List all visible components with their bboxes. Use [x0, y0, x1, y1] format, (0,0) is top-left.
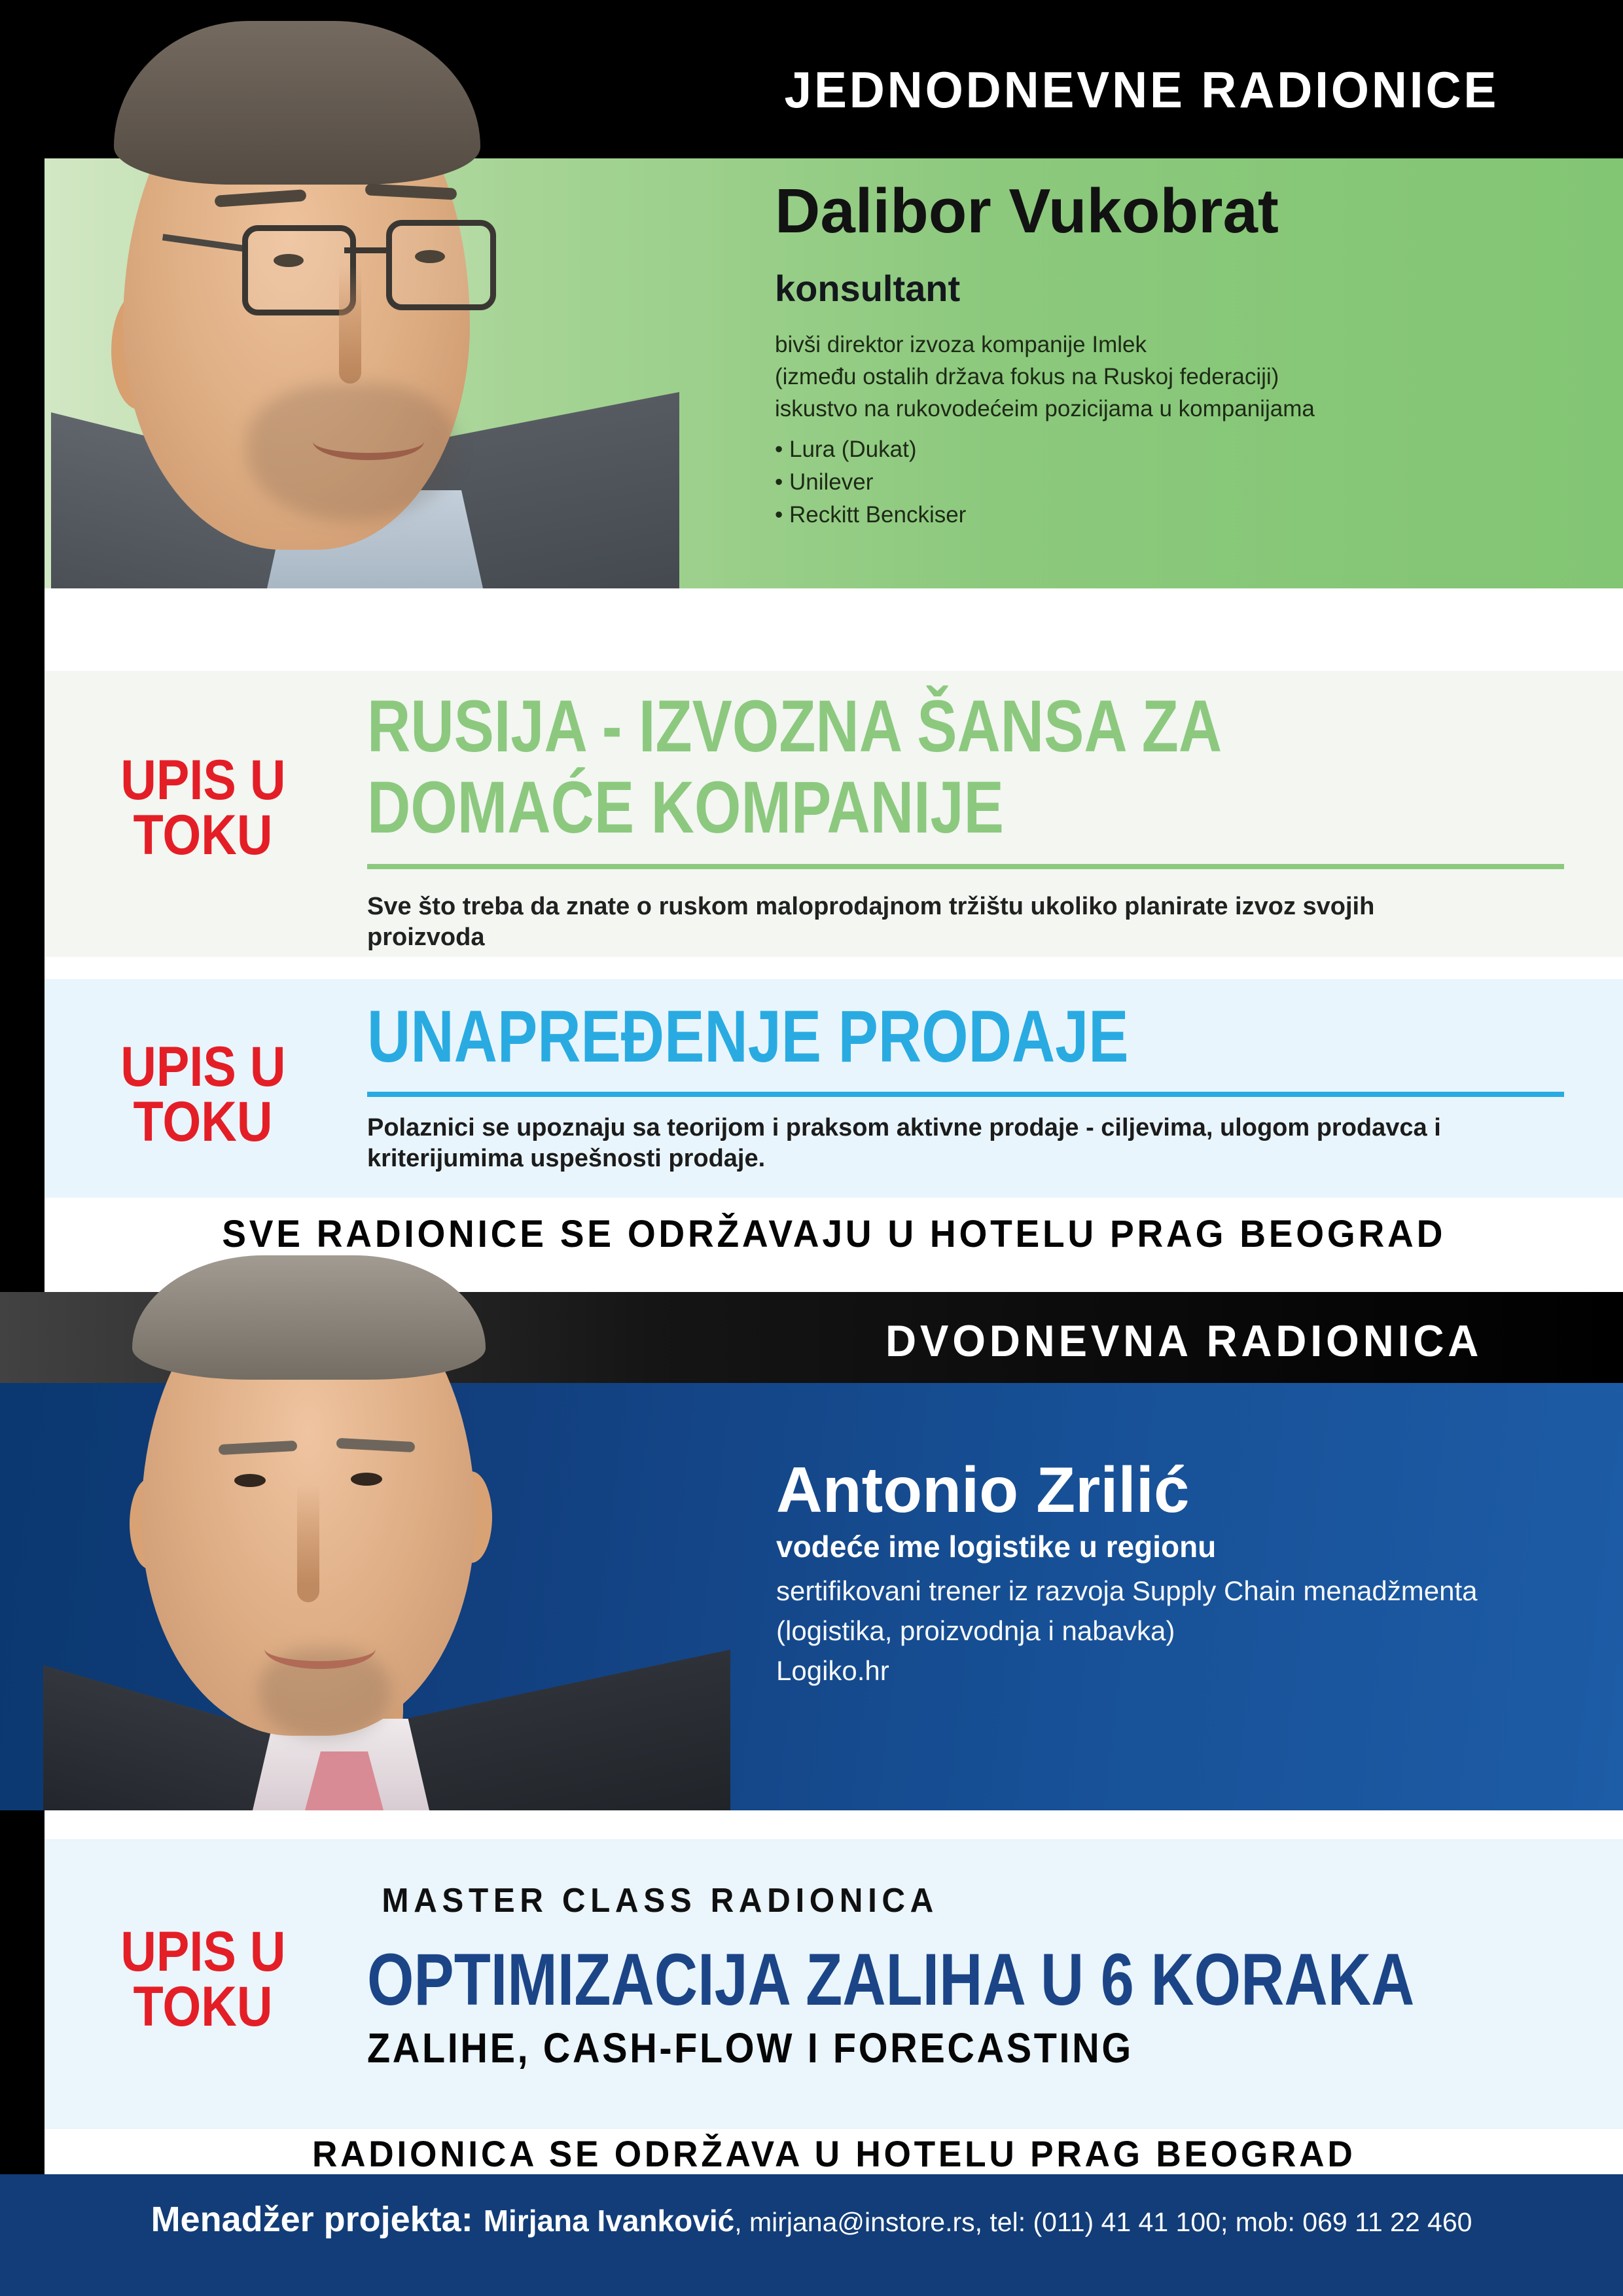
- workshop3-status-line2: TOKU: [133, 1975, 273, 2038]
- dalibor-photo: [51, 17, 679, 588]
- speaker1-bullet3: • Reckitt Benckiser: [775, 502, 967, 528]
- speaker2-bio-line3: Logiko.hr: [776, 1655, 889, 1686]
- workshop3-subtitle: [367, 2024, 1219, 2072]
- workshop2-status-badge: [92, 1035, 314, 1153]
- suit-shape-right: [401, 1643, 730, 1810]
- speaker1-bio-line2: (između ostalih država fokus na Ruskoj federaciji): [775, 364, 1279, 389]
- hair-shape: [114, 21, 480, 185]
- workshop3-kicker: [367, 1881, 953, 1920]
- eye-left-shape: [234, 1474, 266, 1487]
- workshop2-underline: [367, 1092, 1564, 1097]
- workshop2-desc-line1: Polaznici se upoznaju sa teorijom i praksom aktivne prodaje - ciljevima, ulogom prodavca i: [367, 1114, 1441, 1141]
- workshop2-title-text: UNAPREĐENJE PRODAJE: [367, 996, 1129, 1077]
- speaker1-role: konsultant: [775, 268, 961, 309]
- venue-note-master-text: RADIONICA SE ODRŽAVA U HOTELU PRAG BEOGRAD: [312, 2133, 1356, 2174]
- antonio-photo: [43, 1255, 730, 1810]
- workshop2-description: [367, 1113, 1441, 1174]
- footer-manager-name: Mirjana Ivanković: [483, 2204, 735, 2238]
- nose-shape: [297, 1484, 319, 1602]
- speaker1-companies: [775, 433, 966, 531]
- speaker2-name: Antonio Zrilić: [776, 1454, 1190, 1526]
- nose-shape: [339, 266, 361, 384]
- workshop3-status-line1: UPIS U: [120, 1920, 286, 1983]
- workshop3-status-badge: [92, 1920, 314, 2038]
- two-day-band-title: [861, 1316, 1482, 1367]
- workshop3-subtitle-text: ZALIHE, CASH-FLOW I FORECASTING: [367, 2024, 1133, 2072]
- footer-label: Menadžer projekta:: [151, 2200, 473, 2239]
- footer-contact-line: [0, 2199, 1623, 2240]
- workshop1-title-line1: RUSIJA - IZVOZNA ŠANSA ZA: [367, 685, 1222, 767]
- speaker1-bio-line3: iskustvo na rukovodećeim pozicijama u kompanijama: [775, 396, 1315, 422]
- workshop3-title-text: OPTIMIZACIJA ZALIHA U 6 KORAKA: [367, 1939, 1415, 2020]
- two-day-band-title-text: DVODNEVNA RADIONICA: [885, 1316, 1482, 1366]
- speaker1-bio: [775, 329, 1315, 425]
- workshop3-title: [367, 1937, 1623, 2022]
- workshop1-desc-line2: proizvoda: [367, 924, 485, 951]
- hair-shape: [132, 1255, 486, 1380]
- mouth-shape: [264, 1628, 376, 1669]
- venue-note-all-text: SVE RADIONICE SE ODRŽAVAJU U HOTELU PRAG BEOGRAD: [222, 1213, 1446, 1255]
- speaker1-bullet2: • Unilever: [775, 469, 874, 495]
- workshop1-title-line2: DOMAĆE KOMPANIJE: [367, 766, 1004, 848]
- eye-right-shape: [351, 1473, 382, 1486]
- speaker1-bullet1: • Lura (Dukat): [775, 437, 917, 462]
- speaker2-role: vodeće ime logistike u regionu: [776, 1530, 1217, 1564]
- workshop1-status-line2: TOKU: [133, 804, 273, 867]
- workshop2-title: [367, 996, 1296, 1077]
- speaker2-bio-line1: sertifikovani trener iz razvoja Supply Chain menadžmenta: [776, 1575, 1478, 1606]
- speaker2-bio-line2: (logistika, proizvodnja i nabavka): [776, 1615, 1175, 1646]
- venue-note-master: [45, 2132, 1623, 2175]
- mouth-shape: [313, 423, 424, 460]
- speaker1-bio-line1: bivši direktor izvoza kompanije Imlek: [775, 332, 1147, 357]
- footer-contact-details: , mirjana@instore.rs, tel: (011) 41 41 100; mob: 069 11 22 460: [734, 2207, 1472, 2237]
- workshop2-status-line1: UPIS U: [120, 1035, 286, 1098]
- speaker2-bio: [776, 1571, 1478, 1691]
- workshop1-underline: [367, 864, 1564, 869]
- workshop1-title: [367, 686, 1410, 848]
- workshop3-kicker-text: MASTER CLASS RADIONICA: [382, 1882, 938, 1920]
- workshop1-description: [367, 891, 1374, 953]
- workshop1-status-line1: UPIS U: [120, 749, 286, 812]
- workshop1-status-badge: [92, 749, 314, 867]
- header-title-text: JEDNODNEVNE RADIONICE: [784, 61, 1499, 118]
- glasses-bridge: [344, 247, 387, 253]
- workshop2-status-line2: TOKU: [133, 1090, 273, 1153]
- workshop1-desc-line1: Sve što treba da znate o ruskom maloprodajnom tržištu ukoliko planirate izvoz svojih: [367, 893, 1375, 920]
- left-black-strip: [0, 0, 45, 2174]
- glasses-lens-right: [386, 220, 496, 310]
- workshop2-desc-line2: kriterijumima uspešnosti prodaje.: [367, 1145, 766, 1172]
- speaker1-name: Dalibor Vukobrat: [775, 176, 1279, 246]
- venue-note-all: [45, 1212, 1623, 1256]
- header-title: [755, 60, 1499, 120]
